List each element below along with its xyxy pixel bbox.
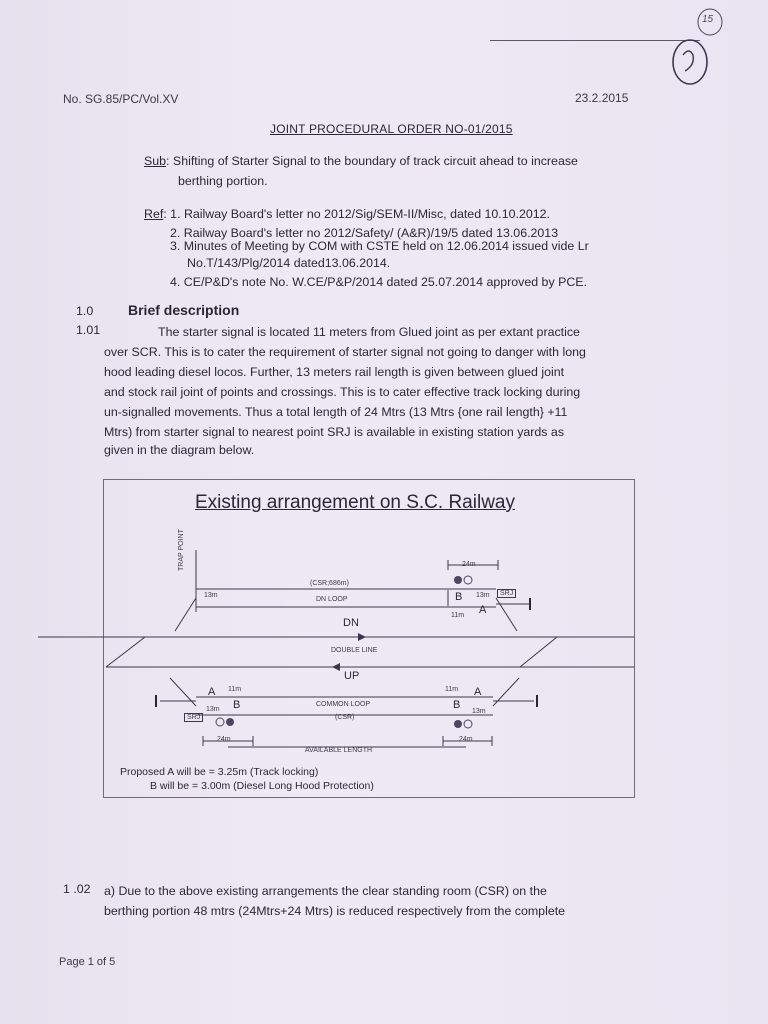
paragraph-line-1: The starter signal is located 11 meters from Glued joint as per extant practice bbox=[158, 325, 580, 339]
subject-text: : Shifting of Starter Signal to the boundary of track circuit ahead to increase bbox=[166, 154, 578, 168]
stamp-number: 15 bbox=[702, 14, 714, 25]
document-date: 23.2.2015 bbox=[575, 91, 629, 105]
subject-label: Sub bbox=[144, 154, 167, 168]
b-bottom-left: B bbox=[233, 699, 241, 711]
m13-top-left: 13m bbox=[204, 592, 218, 599]
m13-bottom-left: 13m bbox=[206, 706, 220, 713]
paragraph-line-5: un-signalled movements. Thus a total length of 24 Mtrs (13 Mtrs {one rail length} +11 bbox=[104, 405, 568, 419]
m11-bottom-left: 11m bbox=[228, 686, 242, 693]
paragraph-line-3: hood leading diesel locos. Further, 13 meters rail length is given between glued joint bbox=[104, 365, 565, 379]
proposed-b: B will be = 3.00m (Diesel Long Hood Protection) bbox=[150, 780, 374, 792]
paragraph-line-2: over SCR. This is to cater the requirement of starter signal not going to danger with long bbox=[104, 345, 586, 359]
a-bottom-left: A bbox=[208, 686, 216, 698]
section-heading: Brief description bbox=[128, 302, 240, 318]
m11-bottom-right: 11m bbox=[445, 686, 459, 693]
reference-item-4: 4. CE/P&D's note No. W.CE/P&P/2014 dated 25.07.2014 approved by PCE. bbox=[170, 275, 588, 289]
reference-item-2: 2. Railway Board's letter no 2012/Safety/ (A&R)/19/5 dated 13.06.2013 bbox=[170, 226, 559, 240]
paragraph-line-6: Mtrs) from starter signal to nearest point SRJ is available in existing station yards as bbox=[104, 425, 565, 439]
srj-bottom: SRJ bbox=[184, 713, 203, 722]
paragraph-102-line-2: berthing portion 48 mtrs (24Mtrs+24 Mtrs) is reduced respectively from the complete bbox=[104, 904, 566, 918]
paragraph-number: 1.01 bbox=[76, 323, 101, 337]
double-line-label: DOUBLE LINE bbox=[331, 647, 378, 654]
diagram-title: Existing arrangement on S.C. Railway bbox=[195, 492, 515, 513]
paragraph-line-4: and stock rail joint of points and crossings. This is to cater effective track locking during bbox=[104, 385, 581, 399]
srj-top: SRJ bbox=[497, 589, 516, 598]
reference-item-3: 3. Minutes of Meeting by COM with CSTE held on 12.06.2014 issued vide Lr bbox=[170, 239, 589, 253]
b-bottom-right: B bbox=[453, 699, 461, 711]
up-label: UP bbox=[344, 670, 360, 682]
m13-top-right: 13m bbox=[476, 592, 490, 599]
reference-number: No. SG.85/PC/Vol.XV bbox=[63, 92, 179, 106]
m24-top: 24m bbox=[462, 561, 476, 568]
document-title: JOINT PROCEDURAL ORDER NO-01/2015 bbox=[270, 122, 513, 136]
m24-bottom-left: 24m bbox=[217, 736, 231, 743]
subject-line-2: berthing portion. bbox=[178, 174, 268, 188]
csr-top-label: (CSR;686m) bbox=[310, 580, 349, 587]
a-top-label: A bbox=[479, 604, 487, 616]
m13-bottom-right: 13m bbox=[472, 708, 486, 715]
available-length-label: AVAILABLE LENGTH bbox=[305, 747, 373, 754]
paragraph-line-7: given in the diagram below. bbox=[104, 443, 255, 457]
dn-label: DN bbox=[343, 617, 359, 629]
reference-item-1: Ref: 1. Railway Board's letter no 2012/Sig/SEM-II/Misc, dated 10.10.2012. bbox=[144, 207, 550, 221]
page-footer: Page 1 of 5 bbox=[59, 956, 116, 968]
a-bottom-right: A bbox=[474, 686, 482, 698]
dn-loop-label: DN LOOP bbox=[316, 596, 348, 603]
trap-point-label: TRAP POINT bbox=[178, 529, 185, 571]
section-number: 1.0 bbox=[76, 304, 94, 318]
paragraph-102-line-1: a) Due to the above existing arrangements the clear standing room (CSR) on the bbox=[104, 884, 547, 898]
common-loop-label: COMMON LOOP bbox=[316, 701, 371, 708]
b-top-label: B bbox=[455, 591, 463, 603]
reference-label: Ref bbox=[144, 207, 164, 221]
m11-top: 11m bbox=[451, 612, 465, 619]
proposed-a: Proposed A will be = 3.25m (Track locking) bbox=[120, 766, 319, 778]
paragraph-102-number: 1 .02 bbox=[63, 882, 91, 896]
reference-item-3-cont: No.T/143/Plg/2014 dated13.06.2014. bbox=[187, 256, 391, 270]
csr-bottom-label: (CSR) bbox=[335, 714, 355, 721]
m24-bottom-right: 24m bbox=[459, 736, 473, 743]
